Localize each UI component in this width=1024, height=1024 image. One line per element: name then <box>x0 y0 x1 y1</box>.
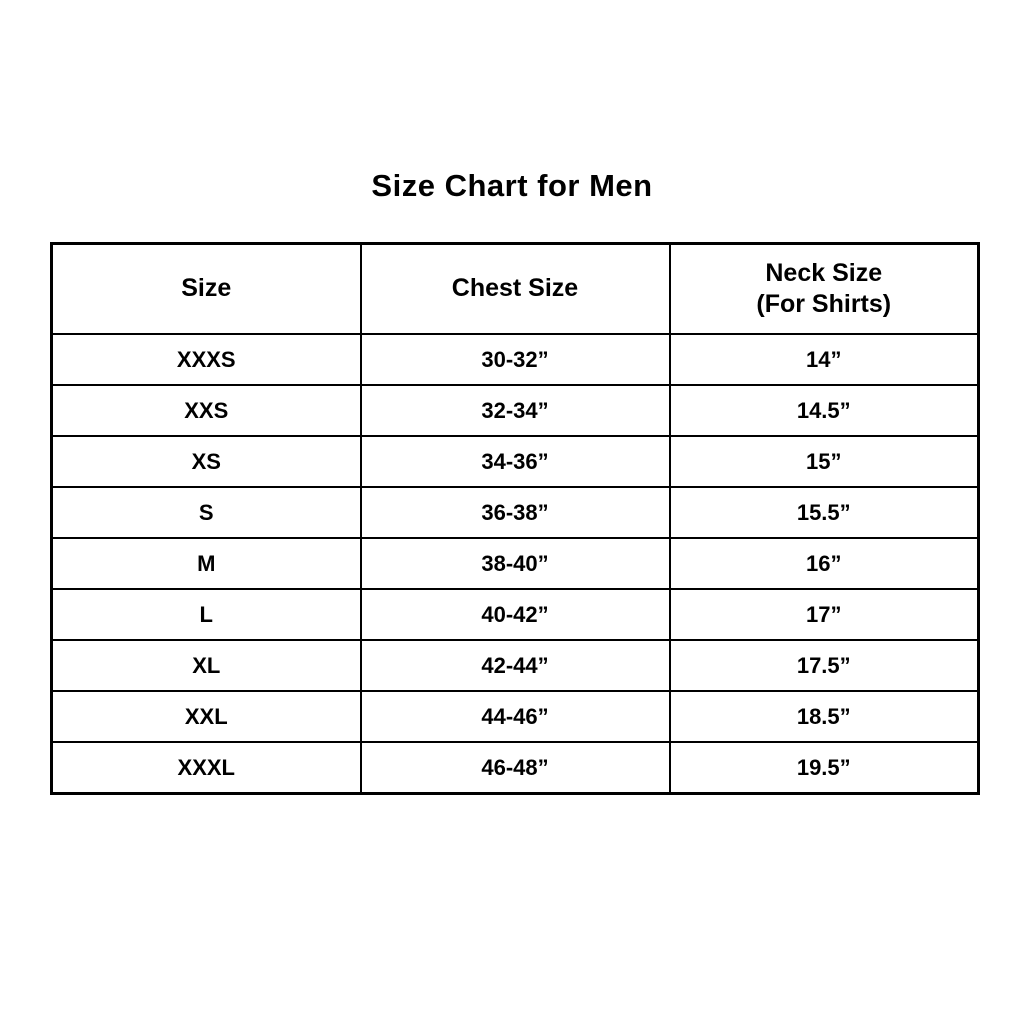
header-size <box>52 244 361 335</box>
chest-cell: 32-34” <box>361 385 670 436</box>
size-cell: XXXS <box>52 334 361 385</box>
chest-cell: 44-46” <box>361 691 670 742</box>
chest-cell: 46-48” <box>361 742 670 794</box>
header-chest-label: Chest Size <box>451 274 579 303</box>
header-neck-label: Neck Size <box>765 258 883 287</box>
table-row <box>52 436 979 487</box>
size-cell: XXXL <box>52 742 361 794</box>
chest-cell: 30-32” <box>361 334 670 385</box>
neck-cell: 15” <box>670 436 979 487</box>
size-cell: M <box>52 538 361 589</box>
chest-cell: 42-44” <box>361 640 670 691</box>
size-cell: S <box>52 487 361 538</box>
neck-cell: 14” <box>670 334 979 385</box>
table-header <box>52 244 979 335</box>
neck-cell: 14.5” <box>670 385 979 436</box>
header-chest-size <box>361 244 670 335</box>
size-cell: XXS <box>52 385 361 436</box>
table-row <box>52 538 979 589</box>
table-row <box>52 487 979 538</box>
table-row <box>52 589 979 640</box>
table-body <box>52 334 979 794</box>
chest-cell: 36-38” <box>361 487 670 538</box>
size-cell: XL <box>52 640 361 691</box>
neck-cell: 17.5” <box>670 640 979 691</box>
neck-cell: 15.5” <box>670 487 979 538</box>
size-chart-table <box>50 242 980 795</box>
page-title: Size Chart for Men <box>371 168 653 203</box>
header-row <box>52 244 979 335</box>
chest-cell: 34-36” <box>361 436 670 487</box>
table-row <box>52 385 979 436</box>
size-cell: L <box>52 589 361 640</box>
header-neck-sublabel: (For Shirts) <box>756 290 892 318</box>
size-cell: XXL <box>52 691 361 742</box>
table-row <box>52 691 979 742</box>
neck-cell: 17” <box>670 589 979 640</box>
neck-cell: 18.5” <box>670 691 979 742</box>
header-size-label: Size <box>181 274 232 303</box>
table-row <box>52 742 979 794</box>
chest-cell: 38-40” <box>361 538 670 589</box>
header-neck-size <box>670 244 979 335</box>
neck-cell: 19.5” <box>670 742 979 794</box>
table-row <box>52 334 979 385</box>
table-row <box>52 640 979 691</box>
neck-cell: 16” <box>670 538 979 589</box>
size-cell: XS <box>52 436 361 487</box>
chest-cell: 40-42” <box>361 589 670 640</box>
